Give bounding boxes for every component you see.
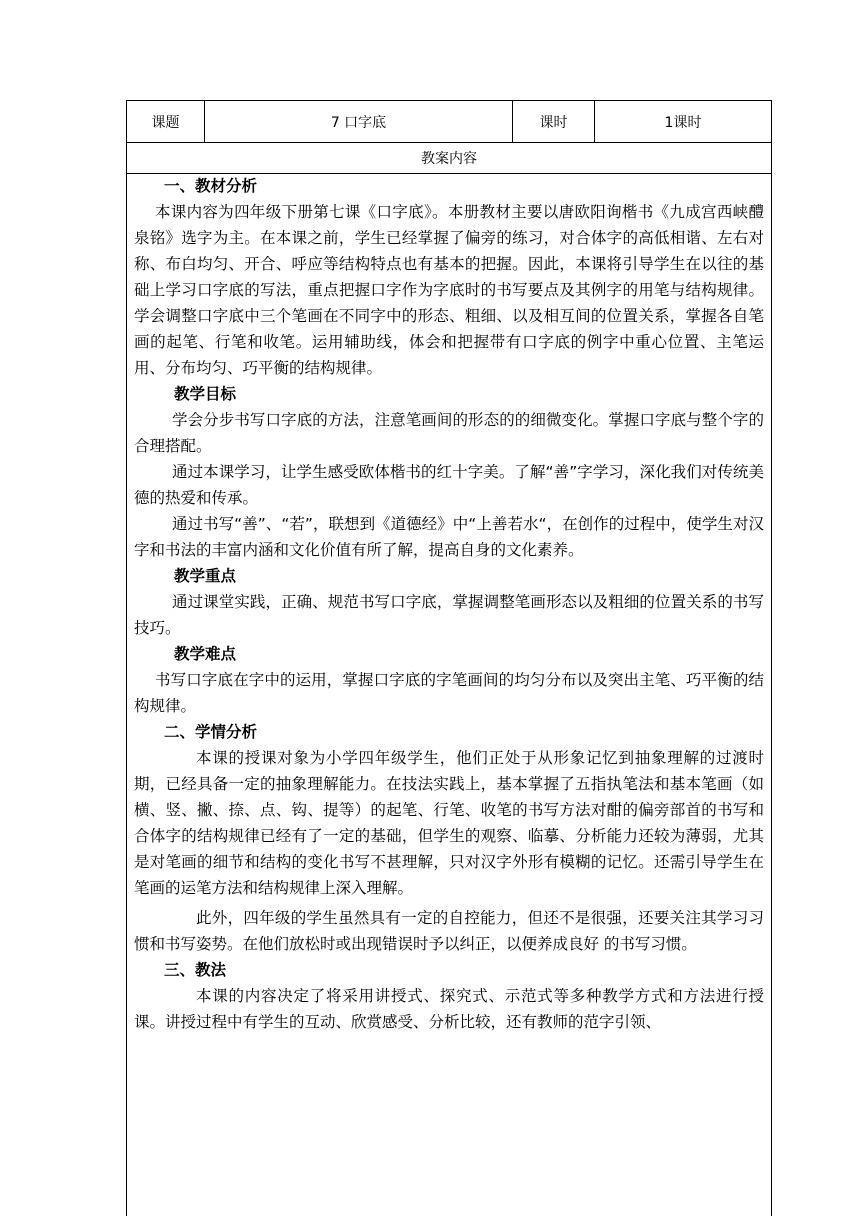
paragraph-goal-1: 学会分步书写口字底的方法，注意笔画间的形态的的细微变化。掌握口字底与整个字的合理搭配。 xyxy=(134,411,764,455)
header-row xyxy=(127,101,771,143)
paragraph-students-1: 本课的授课对象为小学四年级学生，他们正处于从形象记忆到抽象理解的过渡时期，已经具备一定的抽象理解能力。在技法实践上，基本掌握了五指执笔法和基本笔画（如横、竖、撇、捺、点、钩、提等）的起笔、行笔、收笔的书写方法对酣的偏旁部首的书写和合体字的结构规律已经有了一定的基础，但学生的观察、临摹、分析能力还较为薄弱，尤其是对笔画的细节和结构的变化书写不甚理解，只对汉字外形有模糊的记忆。还需引导学生在笔画的运笔方法和结构规律上深入理解。 xyxy=(134,749,764,897)
paragraph-difficulties: 书写口字底在字中的运用，掌握口字底的字笔画间的均匀分布以及突出主笔、巧平衡的结构规律。 xyxy=(134,671,764,715)
paragraph-key-points: 通过课堂实践，正确、规范书写口字底，掌握调整笔画形态以及粗细的位置关系的书写技巧。 xyxy=(134,593,764,637)
topic-value: 7 口字底 xyxy=(205,101,513,142)
section-title-students: 二、学情分析 xyxy=(164,723,258,741)
topic-label: 课题 xyxy=(127,101,205,142)
paragraph-students-2: 此外，四年级的学生虽然具有一定的自控能力，但还不是很强，还要关注其学习习惯和书写姿势。在他们放松时或出现错误时予以纠正，以便养成良好 的书写习惯。 xyxy=(134,909,764,953)
hours-value: 1课时 xyxy=(664,114,702,131)
section-title-methods: 三、教法 xyxy=(164,961,227,979)
section-title-difficulties: 教学难点 xyxy=(174,645,237,663)
lesson-content xyxy=(127,173,771,1035)
lesson-plan-table xyxy=(126,100,772,1216)
paragraph-goal-3: 通过书写“善”、“若”，联想到《道德经》中“上善若水“，在创作的过程中，使学生对汉字和书法的丰富内涵和文化价值有所了解，提高自身的文化素养。 xyxy=(134,515,764,559)
paragraph-goal-2: 通过本课学习，让学生感受欧体楷书的红十字美。了解“善”字学习，深化我们对传统美德的热爱和传承。 xyxy=(134,463,764,507)
paragraph-methods: 本课的内容决定了将采用讲授式、探究式、示范式等多种教学方式和方法进行授课。讲授过程中有学生的互动、欣赏感受、分析比较，还有教师的范字引领、 xyxy=(134,987,764,1031)
hours-label: 课时 xyxy=(513,101,595,142)
paragraph-analysis: 本课内容为四年级下册第七课《口字底》。本册教材主要以唐欧阳询楷书《九成宫西峡醴泉铭》选字为主。在本课之前，学生已经掌握了偏旁的练习，对合体字的高低相谐、左右对称、布白均匀、开合、呼应等结构特点也有基本的把握。因此，本课将引导学生在以往的基础上学习口字底的写法，重点把握口字作为字底时的书写要点及其例字的用笔与结构规律。学会调整口字底中三个笔画在不同字中的形态、粗细、以及相互间的位置关系，掌握各自笔画的起笔、行笔和收笔。运用辅助线，体会和把握带有口字底的例字中重心位置、主笔运用、分布均匀、巧平衡的结构规律。 xyxy=(134,203,764,377)
section-title-key-points: 教学重点 xyxy=(174,567,237,585)
section-title-analysis: 一、教材分析 xyxy=(164,177,258,195)
content-title: 教案内容 xyxy=(127,142,771,174)
section-title-goals: 教学目标 xyxy=(174,385,237,403)
